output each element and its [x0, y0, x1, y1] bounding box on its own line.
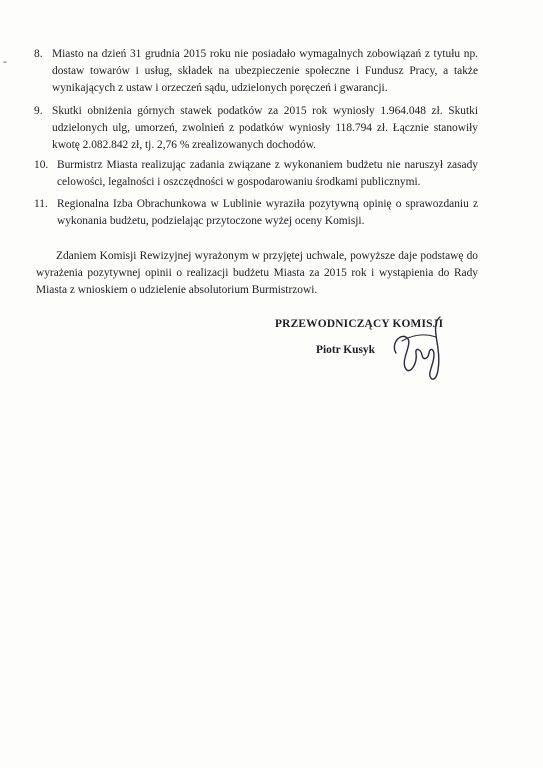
signatory-name: Piotr Kusyk	[316, 344, 375, 356]
item-number: 10.	[34, 159, 49, 171]
item-number: 9.	[34, 105, 43, 117]
list-item-11	[34, 196, 478, 230]
conclusion-paragraph: Zdaniem Komisji Rewizyjnej wyrażonym w przyjętej uchwale, powyższe daje podstawę do wyrażenia pozytywnej opinii o realizacji budżetu Miasta za 2015 rok i wystąpienia do Rady Miasta z wnioskiem o udzielenie absolutorium Burmistrzowi.	[36, 250, 478, 296]
item-number: 8.	[34, 48, 43, 60]
handwritten-signature	[388, 313, 448, 383]
item-text: Miasto na dzień 31 grudnia 2015 roku nie posiadało wymagalnych zobowiązań z tytułu np. dostaw towarów i usług, składek na ubezpieczenie społeczne i Fundusz Pracy, a także wynikających z ustaw i orzeczeń sądu, udzielonych poręczeń i gwarancji.	[52, 48, 478, 94]
item-text: Burmistrz Miasta realizując zadania związane z wykonaniem budżetu nie naruszył zasady celowości, legalności i oszczędności w gospodarowaniu środkami publicznymi.	[57, 159, 478, 188]
signature-title: PRZEWODNICZĄCY KOMISJI	[275, 318, 444, 330]
list-item-9	[34, 103, 478, 154]
list-item-10	[34, 157, 478, 191]
item-text: Skutki obniżenia górnych stawek podatków za 2015 rok wyniosły 1.964.048 zł. Skutki udzielonych ulg, umorzeń, zwolnień z podatków wyniosły 118.794 zł. Łącznie stanowiły kwotę 2.082.842 zł, tj. 2,76 % zrealizowanych dochodów.	[52, 105, 478, 151]
margin-mark: -	[3, 54, 7, 68]
item-text: Regionalna Izba Obrachunkowa w Lublinie wyraziła pozytywną opinię o sprawozdaniu z wykonania budżetu, podzielając przytoczone wyżej oceny Komisji.	[57, 198, 478, 227]
list-item-8	[34, 46, 478, 97]
item-number: 11.	[34, 198, 48, 210]
